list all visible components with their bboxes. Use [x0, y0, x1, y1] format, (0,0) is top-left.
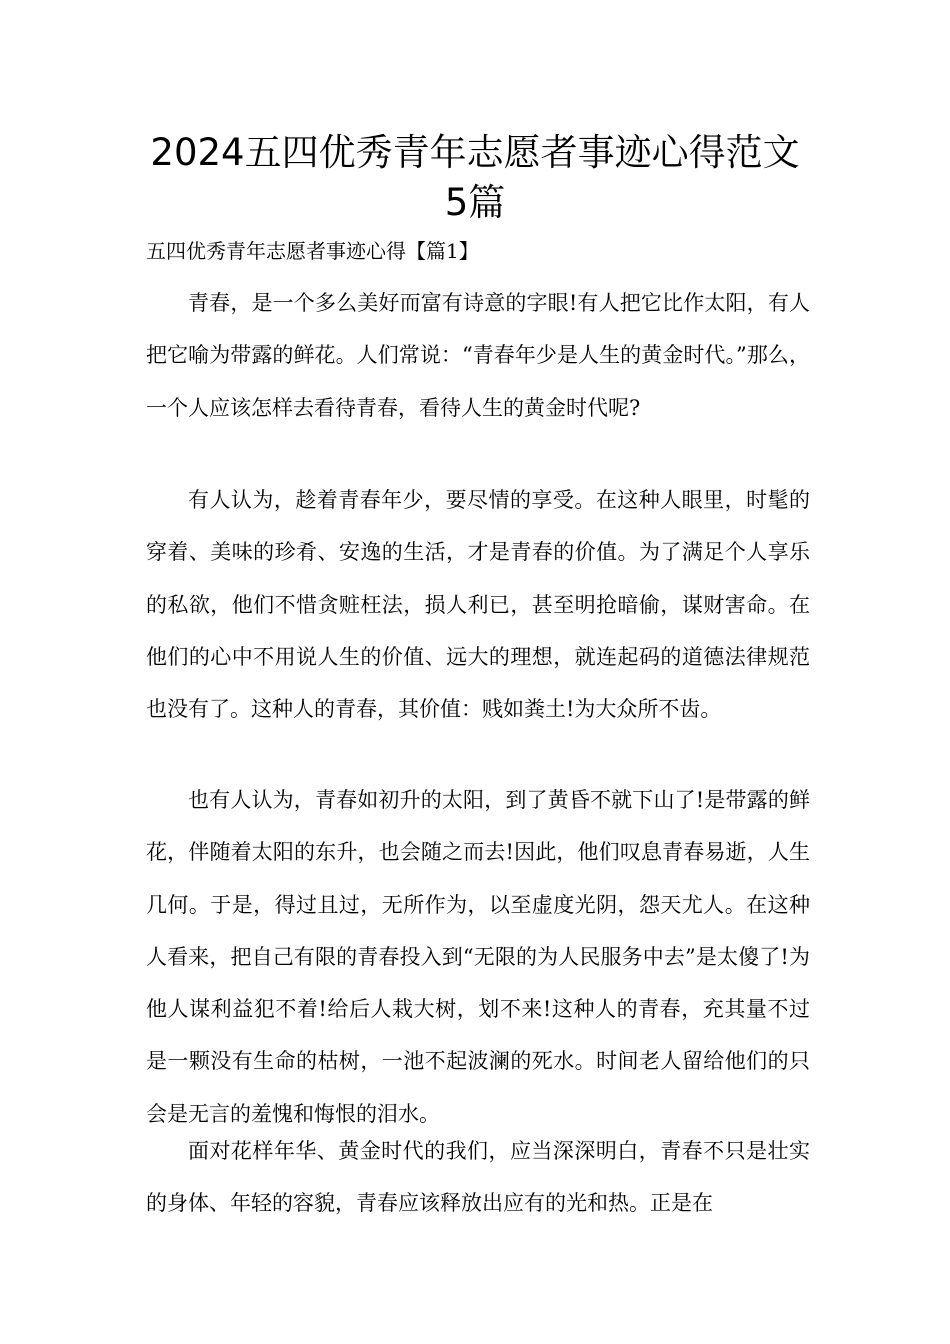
paragraph-2: 有人认为，趁着青春年少，要尽情的享受。在这种人眼里，时髦的穿着、美味的珍肴、安逸的生活，才是青春的价值。为了满足个人享乐的私欲，他们不惜贪赃枉法，损人利已，甚至明抢暗偷，谋财害命。在他们的心中不用说人生的价值、远大的理想，就连起码的道德法律规范也没有了。这种人的青春，其价值：贱如粪土!为大众所不齿。	[146, 488, 810, 722]
paragraph-4: 面对花样年华、黄金时代的我们，应当深深明白，青春不只是壮实的身体、年轻的容貌，青春应该释放出应有的光和热。正是在	[146, 1139, 810, 1216]
document-title: 2024五四优秀青年志愿者事迹心得范文5篇	[150, 131, 800, 224]
section-heading: 五四优秀青年志愿者事迹心得【篇1】	[146, 239, 479, 263]
paragraph-3: 也有人认为，青春如初升的太阳，到了黄昏不就下山了!是带露的鲜花，伴随着太阳的东升，也会随之而去!因此，他们叹息青春易逝，人生几何。于是，得过且过，无所作为，以至虚度光阴，怨天尤人。在这种人看来，把自己有限的青春投入到“无限的为人民服务中去”是太傻了!为他人谋利益犯不着!给后人栽大树，划不来!这种人的青春，充其量不过是一颗没有生命的枯树，一池不起波澜的死水。时间老人留给他们的只会是无言的羞愧和悔恨的泪水。	[146, 788, 810, 1126]
paragraph-1: 青春，是一个多么美好而富有诗意的字眼!有人把它比作太阳，有人把它喻为带露的鲜花。人们常说：“青春年少是人生的黄金时代。”那么，一个人应该怎样去看待青春，看待人生的黄金时代呢?	[146, 291, 810, 420]
